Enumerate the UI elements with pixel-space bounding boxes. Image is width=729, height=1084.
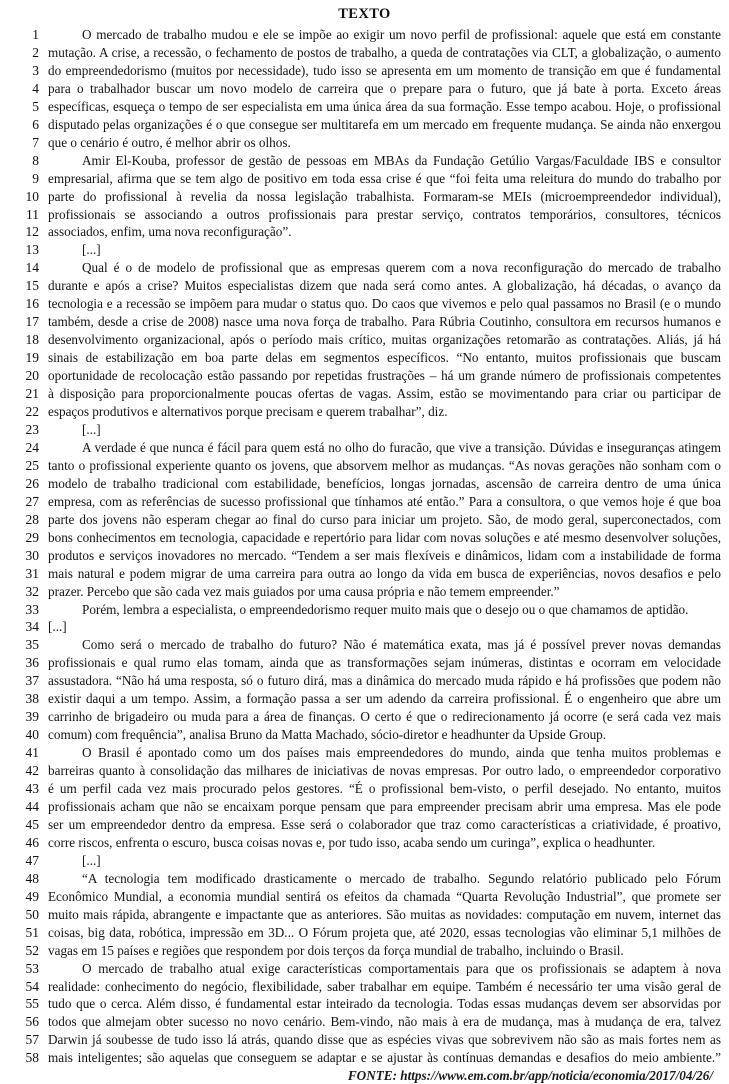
text-line [0,780,729,798]
line-text [48,206,721,224]
line-text-content: profissionais e qual rumo elas tomam, ainda que as transformações sejam inúmeras, distintas e ocorram em velocidade [48,655,721,671]
text-line [0,134,729,152]
line-text-content: associados, enfim, uma nova reconfiguração”. [48,224,292,240]
line-number: 42 [25,763,39,779]
text-line [0,744,729,762]
line-text [48,493,721,511]
line-text [48,475,721,493]
line-number: 33 [25,601,39,617]
text-line [0,636,729,654]
line-text-content: prazer. Percebo que são cada vez mais guiados por uma causa própria e não temem empreender.” [48,583,560,599]
line-number: 50 [25,906,39,922]
text-line [0,277,729,295]
line-text-content: A verdade é que nunca é fácil para quem está no olho do furacão, que vive a transição. Dúvidas e inseguranças atingem [82,439,721,455]
line-number: 38 [25,691,39,707]
line-text [48,98,721,116]
line-text-content: profissionais acham que não se encaixam porque pensam que para empreender precisam abrir uma empresa. Mas ele pode [48,798,721,814]
line-text [48,80,721,98]
text-line [0,206,729,224]
line-text [48,421,721,439]
line-number: 25 [25,457,39,473]
line-number: 40 [25,727,39,743]
line-text-content: à disposição para proporcionalmente poucas ofertas de vagas. Assim, estão se movimentando para criar ou participar de [48,386,721,402]
line-text-content: carrinho de brigadeiro ou muda para a área de finanças. O certo é que o redirecionamento já ocorre (e será cada vez mais [48,709,721,725]
text-line [0,888,729,906]
line-text-content: realidade: conhecimento do negócio, flexibilidade, saber trabalhar em equipe. Também é necessário ter uma visão geral de [48,978,721,994]
text-line [0,852,729,870]
line-text-content: O mercado de trabalho atual exige características comportamentais para que os profissionais se adaptem à nova [82,960,721,976]
line-text-content: durante e após a crise? Muitos especialistas dizem que nada será como antes. A globalização, há décadas, o avanço da [48,278,721,294]
line-text [48,618,721,636]
line-text-content: comum) com frequência”, analisa Bruno da Matta Machado, sócio-diretor e headhunter da Upside Group. [48,727,607,743]
line-number: 53 [25,960,39,976]
line-text [48,636,721,654]
line-number: 22 [25,404,39,420]
text-line [0,565,729,583]
line-text [48,403,721,421]
text-line [0,439,729,457]
line-number: 10 [25,188,39,204]
line-number: 35 [25,637,39,653]
line-text [48,565,721,583]
line-number: 28 [25,511,39,527]
line-text-content: desenvolvimento organizacional, após o período mais crítico, muitas organizações retomarão as contratações. Aliás, já há [48,332,721,348]
line-text [48,295,721,313]
line-text-content: [...] [48,619,67,635]
text-line [0,583,729,601]
text-line [0,62,729,80]
line-number: 15 [25,278,39,294]
line-text [48,942,721,960]
line-text [48,816,721,834]
text-line [0,547,729,565]
text-line [0,942,729,960]
line-text-content: específicas, esqueça o tempo de ser especialista em uma única área da sua formação. Esse tempo acabou. Hoje, o profissional [48,98,721,114]
line-text-content: sinais de estabilização em boa parte delas em segmentos específicos. “No entanto, muitos profissionais que buscam [48,350,721,366]
text-line [0,726,729,744]
line-text-content: tanto o profissional experiente quanto os jovens, que absorvem melhor as mudanças. “As novas gerações não sonham com o [48,457,721,473]
line-text [48,44,721,62]
line-text-content: modelo de trabalho tradicional com estabilidade, benefícios, longas jornadas, ascensão de carreira dentro de uma única [48,475,721,491]
line-number: 6 [32,116,39,132]
line-text [48,1031,721,1049]
text-line [0,44,729,62]
line-text [48,277,721,295]
text-line [0,906,729,924]
line-text [48,870,721,888]
line-number: 1 [32,27,39,42]
line-text [48,367,721,385]
line-text-content: profissionais se associando a outros profissionais para prestar serviço, contratos temporários, consultores, técnicos [48,206,721,222]
line-number: 5 [32,98,39,114]
line-text-content: Darwin já soubesse de tudo isso lá atrás, quando disse que as espécies vivas que sobrevivem não são as mais fortes nem as [48,1032,721,1048]
text-line [0,223,729,241]
line-text-content: do empreendedorismo (muitos por necessidade), tudo isso se apresenta em um momento de transição em que é fundamental [48,62,721,78]
line-text-content: parte do profissional à revelia da nossa legislação trabalhista. Formaram-se MEIs (microempreendedor individual), [48,188,721,204]
text-line [0,924,729,942]
line-text [48,439,721,457]
line-text [48,906,721,924]
line-text-content: [...] [82,421,101,437]
line-text-content: Qual é o de modelo de profissional que as empresas querem com a nova reconfiguração do mercado de trabalho [82,260,721,276]
line-text-content: barreiras quanto à consolidação das milhares de iniciativas de novas empresas. Por outro lado, o empreendedor corporativo [48,763,721,779]
line-text-content: tudo que o cerca. Além disso, é fundamental estar inteirado da tecnologia. Todas essas mudanças devem ser absorvidas por [48,996,721,1012]
text-line [0,26,729,44]
line-text-content: parte dos jovens não esperam chegar ao final do curso para iniciar um projeto. São, de modo geral, superconectados, com [48,511,721,527]
line-text [48,547,721,565]
line-text [48,690,721,708]
line-text-content: oportunidade de recolocação estão passando por repetidas frustrações – há um grande número de profissionais competentes [48,368,721,384]
line-text-content: produtos e serviços inovadores no mercado. “Tendem a ser mais flexíveis e dinâmicos, lidam com a instabilidade de forma [48,547,721,563]
line-text-content: coisas, big data, robótica, impressão em 3D... O Fórum projeta que, até 2020, essas tecnologias vão eliminar 5,1 milhões de [48,924,721,940]
line-text [48,259,721,277]
line-number: 44 [25,798,39,814]
line-text [48,672,721,690]
line-text-content: que o cenário é outro, é melhor abrir os olhos. [48,134,291,150]
text-line [0,978,729,996]
line-text-content: O mercado de trabalho mudou e ele se impõe ao exigir um novo perfil de profissional: aquele que está em constante [82,27,721,42]
line-number: 16 [25,296,39,312]
line-text-content: mais natural e podem migrar de uma carreira para outra ao longo da vida em busca de experiências, novos desafios e pelo [48,565,721,581]
text-line [0,618,729,636]
line-text [48,924,721,942]
line-number: 43 [25,781,39,797]
line-text-content: corre riscos, enfrenta o escuro, busca coisas novas e, por tudo isso, acaba sendo um curinga”, explica o headhunter. [48,834,656,850]
text-line [0,475,729,493]
line-number: 17 [25,314,39,330]
line-text [48,654,721,672]
line-text [48,888,721,906]
line-text-content: muito mais rápida, abrangente e impactante que as anteriores. São muitas as novidades: computação em nuvem, internet das [48,906,721,922]
line-text [48,134,721,152]
line-text-content: todos que almejam obter sucesso no novo cenário. Bem-vindo, não mais à era de mudança, mas à mudança de era, talvez [48,1014,721,1030]
line-text [48,978,721,996]
text-line [0,529,729,547]
text-line [0,834,729,852]
line-number: 51 [25,924,39,940]
text-line [0,995,729,1013]
line-text [48,744,721,762]
line-text-content: Econômico Mundial, a economia mundial sentirá os efeitos da chamada “Quarta Revolução Industrial”, que promete ser [48,888,721,904]
line-number: 48 [25,870,39,886]
line-number: 36 [25,655,39,671]
text-line [0,259,729,277]
text-line [0,367,729,385]
line-number: 55 [25,996,39,1012]
line-number: 57 [25,1032,39,1048]
line-number: 58 [25,1050,39,1066]
source-citation: FONTE: https://www.em.com.br/app/noticia/economia/2017/04/26/ [347,1068,713,1084]
text-line [0,654,729,672]
text-line [0,1049,729,1067]
line-text-content: [...] [82,852,101,868]
line-number: 12 [25,224,39,240]
line-text [48,798,721,816]
line-text [48,331,721,349]
text-line [0,870,729,888]
line-number: 24 [25,439,39,455]
line-number: 56 [25,1014,39,1030]
line-number: 18 [25,332,39,348]
line-number: 37 [25,673,39,689]
line-text-content: empresa, com as referências de sucesso profissional que tínhamos até então.” Para a consultora, o que vemos hoje é que boa [48,493,721,509]
line-text [48,457,721,475]
line-text [48,170,721,188]
line-text-content: bons conhecimentos em tecnologia, capacidade e repertório para lidar com novas soluções e até mesmo desenvolver soluções, [48,529,721,545]
text-line [0,241,729,259]
text-line [0,116,729,134]
line-text [48,116,721,134]
line-text [48,601,721,619]
text-line [0,960,729,978]
line-text [48,1013,721,1031]
line-text [48,26,721,44]
text-line [0,601,729,619]
line-number: 23 [25,421,39,437]
line-number: 46 [25,834,39,850]
text-line [0,762,729,780]
text-line [0,98,729,116]
line-text-content: Amir El-Kouba, professor de gestão de pessoas em MBAs da Fundação Getúlio Vargas/Faculdade IBS e consultor [82,152,721,168]
line-text [48,349,721,367]
text-line [0,403,729,421]
line-number: 47 [25,852,39,868]
text-line [0,511,729,529]
line-text [48,762,721,780]
line-number: 29 [25,529,39,545]
line-text-content: tecnologia e a recessão se impõem para mudar o status quo. Do caos que vivemos e pelo qual passamos no Brasil (e o mundo [48,296,721,312]
line-text [48,852,721,870]
line-text [48,188,721,206]
line-number: 31 [25,565,39,581]
line-text [48,780,721,798]
line-number: 21 [25,386,39,402]
line-text-content: empresarial, afirma que se tem algo de positivo em toda essa crise é que “foi feita uma releitura do mundo do trabalho por [48,170,721,186]
line-number: 13 [25,242,39,258]
line-number: 45 [25,816,39,832]
text-line [0,295,729,313]
line-number: 20 [25,368,39,384]
text-line [0,349,729,367]
source-row [0,1068,729,1084]
line-number: 52 [25,942,39,958]
text-line [0,816,729,834]
text-line [0,421,729,439]
line-number: 32 [25,583,39,599]
line-text [48,960,721,978]
line-text-content: também, desde a crise de 2008) nasce uma nova força de trabalho. Para Rúbria Coutinho, consultora em recursos humanos e [48,314,721,330]
line-text [48,726,721,744]
line-number: 8 [32,152,39,168]
line-text-content: assustadora. “Não há uma resposta, só o futuro dirá, mas a dinâmica do mercado muda rápido e há profissões que podem não [48,673,721,689]
line-number: 19 [25,350,39,366]
line-text-content: “A tecnologia tem modificado drasticamente o mercado de trabalho. Segundo relatório publicado pelo Fórum [82,870,721,886]
text-line [0,690,729,708]
line-number: 11 [26,206,39,222]
line-text-content: Como será o mercado de trabalho do futuro? Não é matemática exata, mas já é possível prever novas demandas [82,637,721,653]
line-text-content: mutação. A crise, a recessão, o fechamento de postos de trabalho, a queda de contratações via CLT, a globalização, o aumento [48,44,721,60]
line-number: 34 [25,619,39,635]
text-line [0,385,729,403]
line-text [48,313,721,331]
line-number: 3 [32,62,39,78]
text-line [0,170,729,188]
line-text [48,62,721,80]
line-text [48,708,721,726]
line-number: 41 [25,745,39,761]
line-number: 14 [25,260,39,276]
text-line [0,313,729,331]
line-text-content: para o trabalhador buscar um novo modelo de carreira que o prepare para o futuro, que já bate à porta. Exceto áreas [48,80,721,96]
text-line [0,708,729,726]
line-text [48,995,721,1013]
line-text [48,385,721,403]
line-text-content: ser um empreendedor dentro da empresa. Esse será o colaborador que traz como características a criatividade, é proativo, [48,816,721,832]
line-number: 7 [32,134,39,150]
text-line [0,457,729,475]
text-line [0,80,729,98]
line-number: 4 [32,80,39,96]
line-number: 54 [25,978,39,994]
text-line [0,152,729,170]
line-text-content: [...] [82,242,101,258]
line-number: 49 [25,888,39,904]
line-number: 30 [25,547,39,563]
line-text [48,511,721,529]
text-line [0,493,729,511]
line-number: 9 [32,170,39,186]
line-number: 26 [25,475,39,491]
line-text [48,583,721,601]
text-line [0,188,729,206]
line-text [48,529,721,547]
line-text-content: vagas em 15 países e regiões que respondem por dois terços da força mundial de trabalho, incluindo o Brasil. [48,942,624,958]
line-text-content: disputado pelas organizações é o que consegue ser multitarefa em um mercado em frequente mudança. Se ainda não enxergou [48,116,721,132]
page-title: TEXTO [338,6,391,22]
line-text-content: espaços produtivos e alternativos porque precisam e querem trabalhar”, diz. [48,404,448,420]
numbered-text-body [0,26,729,1067]
line-text [48,223,721,241]
line-text [48,834,721,852]
text-line [0,1031,729,1049]
line-text-content: mais inteligentes; são aquelas que conseguem se adaptar e se ajustar às contínuas demandas e desafios do meio ambiente.” [48,1050,721,1066]
line-text-content: O Brasil é apontado como um dos países mais empreendedores do mundo, ainda que tenha muitos problemas e [82,745,721,761]
line-text [48,152,721,170]
line-number: 27 [25,493,39,509]
line-number: 39 [25,709,39,725]
text-line [0,1013,729,1031]
text-line [0,331,729,349]
line-text [48,241,721,259]
text-line [0,672,729,690]
line-text-content: Porém, lembra a especialista, o empreendedorismo requer muito mais que o desejo ou o que chamamos de aptidão. [82,601,689,617]
text-line [0,798,729,816]
line-text [48,1049,721,1067]
line-number: 2 [32,44,39,60]
line-text-content: é um perfil cada vez mais procurado pelos gestores. “É o profissional bem-visto, o perfil desejado. No entanto, muitos [48,781,721,797]
line-text-content: existir daqui a um tempo. Assim, a formação passa a ser um adendo da carreira profissional. É o engenheiro que abre um [48,691,721,707]
